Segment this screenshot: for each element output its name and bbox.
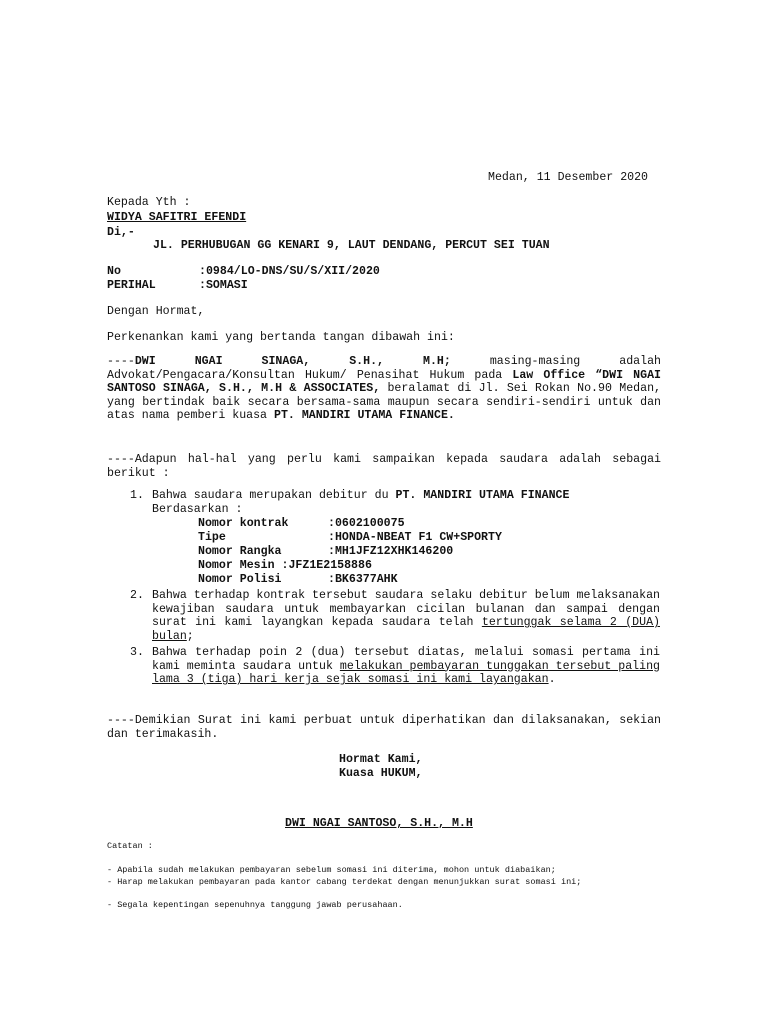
client-name: PT. MANDIRI UTAMA FINANCE — [273, 409, 448, 423]
place-date: Medan, 11 Desember 2020 — [488, 171, 649, 184]
list-item-2: 2. Bahwa terhadap kontrak tersebut saudara selaku debitur belum melaksanakan kewajiban saudara untuk membayarkan cicilan bulanan dan sampai dengan surat ini kami layangkan kepada saudara telah tertunggak selama 2 (DUA) bulan; — [130, 589, 660, 643]
attorney-title: Kuasa HUKUM, — [339, 767, 423, 780]
closing-paragraph: ----Demikian Surat ini kami perbuat untuk diperhatikan dan dilaksanakan, sekian dan terimakasih. — [107, 714, 661, 741]
arrears-emphasis: tertunggak selama 2 (DUA) bulan — [152, 616, 660, 643]
recipient-address: JL. PERHUBUGAN GG KENARI 9, LAUT DENDANG, PERCUT SEI TUAN — [153, 239, 550, 252]
detail-row: Nomor Mesin :JFZ1E2158886 — [198, 559, 372, 572]
perihal-label: PERIHAL — [107, 279, 156, 292]
signatory-name: DWI NGAI SANTOSO, S.H., M.H — [285, 817, 473, 830]
regards: Hormat Kami, — [339, 753, 423, 766]
payment-deadline-emphasis: melakukan pembayaran tunggakan tersebut paling lama 3 (tiga) hari kerja sejak somasi ini kami layangakan — [152, 659, 660, 687]
detail-row: Nomor Rangka :MH1JFZ12XHK146200 — [198, 545, 454, 558]
greeting: Dengan Hormat, — [107, 305, 205, 318]
note-item: - Segala kepentingan sepenuhnya tanggung jawab perusahaan. — [107, 900, 403, 910]
detail-row: Tipe :HONDA-NBEAT F1 CW+SPORTY — [198, 531, 502, 544]
company-name: PT. MANDIRI UTAMA FINANCE — [395, 489, 570, 502]
list-item-3: 3. Bahwa terhadap poin 2 (dua) tersebut diatas, melalui somasi pertama ini kami meminta saudara untuk melakukan pembayaran tunggakan tersebut paling lama 3 (tiga) hari kerja sejak somasi ini kami layangakan. — [130, 646, 660, 687]
paragraph-advocates: ----DWI NGAI SINAGA, S.H., M.H; masing-masing adalah Advokat/Pengacara/Konsultan Hukum/ Penasihat Hukum pada Law Office “DWI NGAI SANTOSO SINAGA, S.H., M.H & ASSOCIATES, beralamat di Jl. Sei Rokan No.90 Medan, yang bertindak baik secara bersama-sama maupun secara sendiri-sendiri untuk dan atas nama pemberi kuasa PT. MANDIRI UTAMA FINANCE. — [107, 355, 661, 423]
intro: Perkenankan kami yang bertanda tangan dibawah ini: — [107, 331, 455, 344]
di-label: Di,- — [107, 226, 135, 239]
paragraph-matters: ----Adapun hal-hal yang perlu kami sampaikan kepada saudara adalah sebagai berikut : — [107, 453, 661, 480]
list-item-1: 1. Bahwa saudara merupakan debitur du PT. MANDIRI UTAMA FINANCE Berdasarkan : — [130, 489, 570, 516]
to-label: Kepada Yth : — [107, 196, 191, 209]
note-item: - Apabila sudah melakukan pembayaran sebelum somasi ini diterima, mohon untuk diabaikan; — [107, 865, 556, 875]
detail-row: Nomor kontrak :0602100075 — [198, 517, 405, 530]
note-item: - Harap melakukan pembayaran pada kantor cabang terdekat dengan menunjukkan surat somasi ini; — [107, 877, 582, 887]
recipient-name: WIDYA SAFITRI EFENDI — [107, 211, 247, 224]
detail-row: Nomor Polisi :BK6377AHK — [198, 573, 398, 586]
no-label: No — [107, 265, 121, 278]
no-value: :0984/LO-DNS/SU/S/XII/2020 — [199, 265, 380, 278]
notes-title: Catatan : — [107, 841, 153, 851]
law-office-name: Law Office “DWI NGAI SANTOSO SINAGA, S.H., M.H & ASSOCIATES, — [107, 368, 661, 396]
perihal-value: :SOMASI — [199, 279, 248, 292]
advocate-name: DWI NGAI SINAGA, S.H., M.H; — [134, 355, 451, 368]
